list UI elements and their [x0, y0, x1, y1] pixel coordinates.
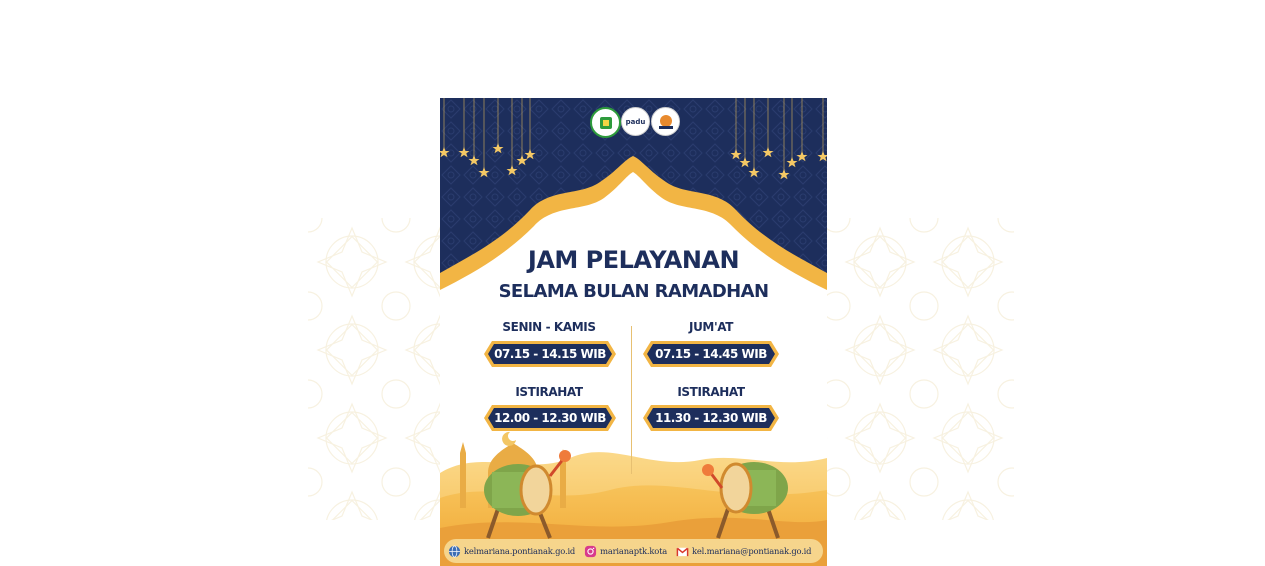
poster-title: JAM PELAYANAN [527, 246, 740, 274]
globe-icon [448, 545, 461, 558]
friday-label: JUM'AT [689, 320, 733, 334]
ramadhan-service-hours-poster [440, 98, 827, 566]
friday-break-label: ISTIRAHAT [677, 385, 745, 399]
mariana-logo [651, 107, 680, 136]
poster-subtitle: SELAMA BULAN RAMADHAN [498, 281, 769, 302]
padu-logo-text: padu [625, 117, 646, 126]
weekday-hours-badge [484, 341, 616, 367]
website-contact [448, 545, 575, 558]
weekday-break-badge [484, 405, 616, 431]
weekday-break-text: 12.00 - 12.30 WIB [494, 411, 606, 425]
column-divider [631, 326, 632, 474]
friday-break-badge [643, 405, 779, 431]
friday-hours-badge [643, 341, 779, 367]
instagram-icon [584, 545, 597, 558]
friday-break-text: 11.30 - 12.30 WIB [655, 411, 767, 425]
contact-footer [444, 539, 823, 563]
website-text: kelmariana.pontianak.go.id [464, 546, 576, 556]
pontianak-city-logo [590, 107, 621, 138]
padu-logo [621, 107, 650, 136]
friday-hours-text: 07.15 - 14.45 WIB [655, 347, 767, 361]
instagram-text: marianaptk.kota [600, 546, 668, 556]
mail-icon [676, 545, 689, 558]
weekday-label: SENIN - KAMIS [502, 320, 596, 334]
email-text: kel.mariana@pontianak.go.id [692, 546, 812, 556]
email-contact [676, 545, 811, 558]
instagram-contact [584, 545, 667, 558]
weekday-hours-text: 07.15 - 14.15 WIB [494, 347, 606, 361]
weekday-break-label: ISTIRAHAT [515, 385, 583, 399]
